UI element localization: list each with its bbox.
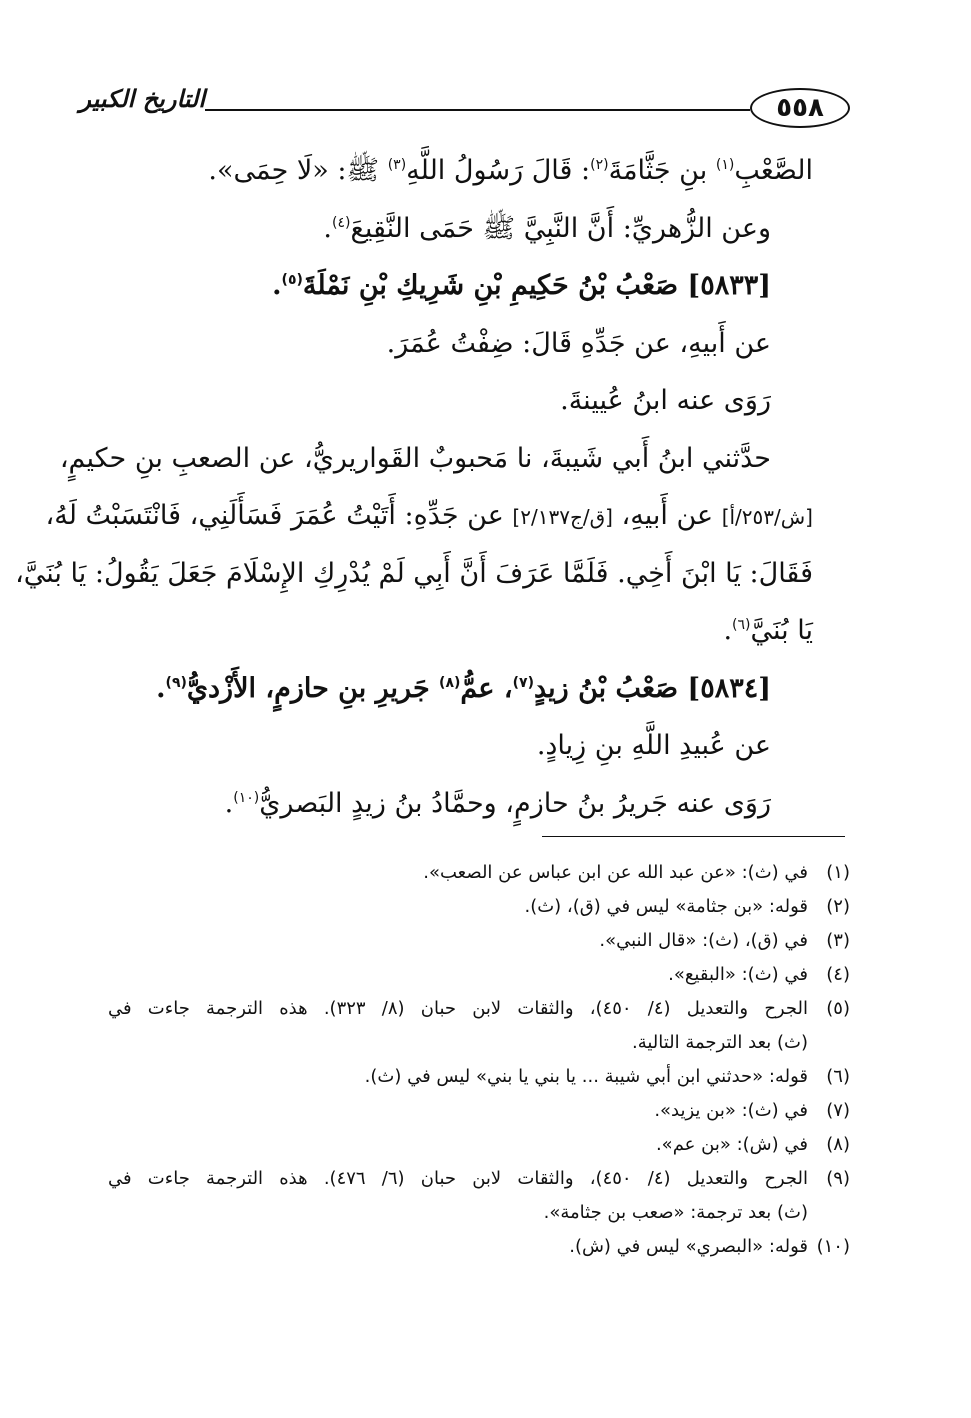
footnote [108,1162,850,1196]
footnote-text: قوله: «البصري» ليس في (ش). [569,1236,808,1257]
footnote-number: (١) [826,862,850,883]
footnote-number: (٨) [826,1134,850,1155]
text-line-7: [ش/٢٥٣/أ] عن أَبيهِ، [ق/ج٢/١٣٧] عن جَدِّهِ: أَتَيْتُ عُمَرَ فَسَأَلَنِي، فَانْتَسَبْتُ لَهُ، [45,500,813,531]
text-line-5: رَوَى عنه ابنُ عُيينةَ. [560,385,771,416]
page-number: ٥٥٨ [750,88,850,128]
text-line-4: عن أَبيهِ، عن جَدِّهِ قَالَ: ضِفْتُ عُمَرَ. [386,327,771,359]
entry-heading-5833: [٥٨٣٣] صَعْبُ بْنُ حَكِيمِ بْنِ شَرِيكِ بْنِ نَمْلَةَ$^{(٥)}$. [272,270,771,301]
footnote-text: في (ث): «عن عبد الله عن ابن عباس عن الصعب». [423,862,808,883]
footnotes [108,856,850,1264]
footnote-number: (١٠) [816,1236,850,1257]
book-title: التاريخ الكبير [79,84,205,113]
text-line-9: يَا بُنَيَّ$^{(٦)}$. [723,615,813,646]
header-rule [205,109,750,111]
footnote [108,890,850,924]
page-header [79,82,850,142]
text-line-1: الصَّعْبِ$^{(١)}$ بنِ جَثَّامَةَ$^{(٢)}$: قَالَ رَسُولُ اللَّهِ$^{(٣)}$ ﷺ: «لَا حِمَى». [208,155,813,186]
footnote [108,1128,850,1162]
footnote-number: (٣) [826,930,850,951]
footnote-text: في (ث): «البقيع». [668,964,808,985]
footnote [108,856,850,890]
footnote-number: (٥) [826,998,850,1019]
footnote-continuation: (ث) بعد الترجمة التالية. [631,1032,808,1053]
main-text [15,142,813,832]
footnote-text: الجرح والتعديل (٤/ ٤٥٠)، والثقات لابن حبان (٨/ ٣٢٣). هذه الترجمة جاءت في [108,998,808,1019]
footnote-text: في (ش): «بن عم». [655,1134,808,1155]
footnote [108,924,850,958]
footnote-number: (٤) [826,964,850,985]
manuscript-ref: [ق/ج٢/١٣٧] [512,505,613,529]
footnote-number: (٧) [826,1100,850,1121]
footnote-text: في (ث): «بن يزيد». [654,1100,808,1121]
footnote-separator [542,836,845,837]
footnote-number: (٢) [826,896,850,917]
footnote-text: قوله: «بن جثامة» ليس في (ق)، (ث). [524,896,808,917]
text-line-12: رَوَى عنه جَريرُ بنُ حازمٍ، وحمَّادُ بنُ زيدٍ البَصريُّ$^{(١٠)}$. [224,787,771,819]
footnote-text: في (ق)، (ث): «قال النبي». [599,930,808,951]
footnote [108,958,850,992]
footnote-text: الجرح والتعديل (٤/ ٤٥٠)، والثقات لابن حبان (٦/ ٤٧٦). هذه الترجمة جاءت في [108,1168,808,1189]
footnote-number: (٩) [826,1168,850,1189]
manuscript-ref: [ش/٢٥٣/أ] [721,505,813,529]
text-line-8: فَقَالَ: يَا ابْنَ أَخِي. فَلَمَّا عَرَفَ أَنَّ أَبِي لَمْ يُدْرِكِ الإِسْلَامَ جَعَلَ يَقُولُ: يَا بُنَيَّ، [15,557,813,589]
text-line-11: عن عُبيدِ اللَّهِ بنِ زِيادٍ. [536,730,771,761]
footnote-continuation: (ث) بعد ترجمة: «صعب بن جثامة». [543,1202,808,1223]
footnote [108,992,850,1026]
text-line-2: وعن الزُّهريِّ: أَنَّ النَّبِيَّ ﷺ حَمَى النَّقِيعَ$^{(٤)}$. [323,212,771,244]
footnote [108,1060,850,1094]
footnote-text: قوله: «حدثني ابن أبي شيبة ... يا بني يا بني» ليس في (ث). [364,1066,808,1087]
footnote [108,1094,850,1128]
entry-heading-5834: [٥٨٣٤] صَعْبُ بْنُ زيدٍ$^{(٧)}$، عمُّ$^{(٨)}$ جَريرِ بنِ حازمٍ، الأَزْديُّ$^{(٩)}$. [156,672,771,704]
footnote [108,1230,850,1264]
footnote-number: (٦) [826,1066,850,1087]
text-line-6: حدَّثني ابنُ أَبي شَيبةَ، نا مَحبوبٌ القَواريريُّ، عن الصعبِ بنِ حكيمٍ، [59,442,771,474]
